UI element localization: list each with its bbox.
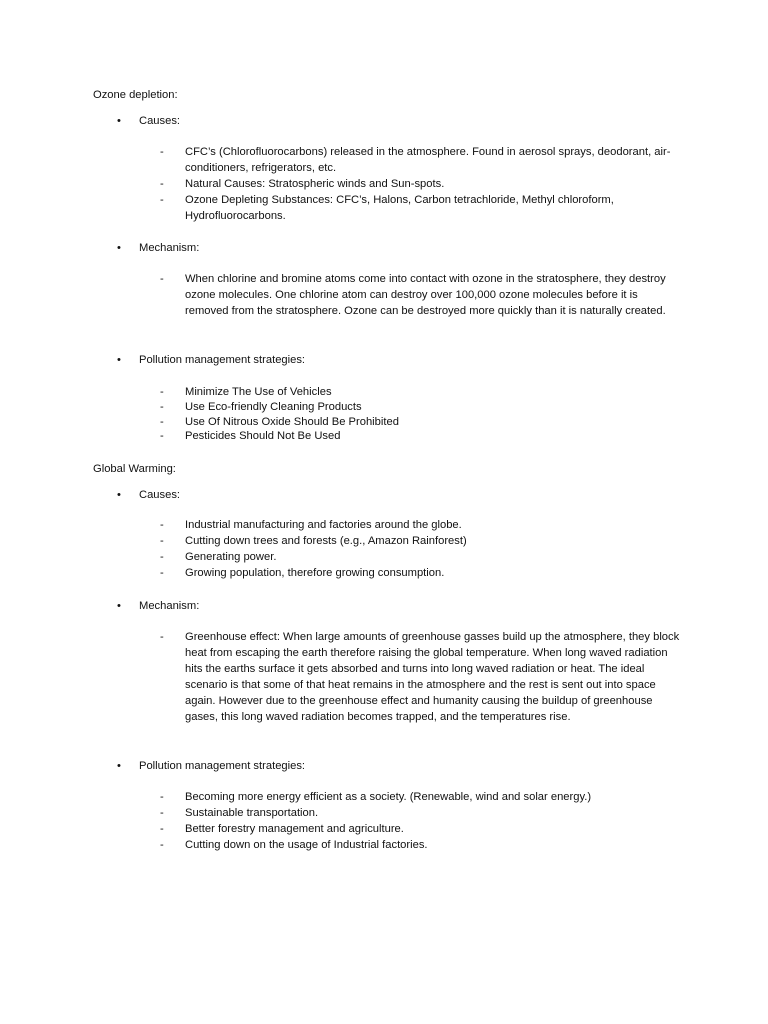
list-item	[160, 177, 680, 193]
bullet-icon: •	[117, 242, 121, 254]
list-warming-causes	[160, 518, 680, 582]
section-heading-global-warming: Global Warming:	[93, 463, 176, 475]
bullet-icon: •	[117, 115, 121, 127]
list-item-text: Better forestry management and agriculture.	[185, 822, 404, 835]
list-item-text: Cutting down trees and forests (e.g., Amazon Rainforest)	[185, 534, 467, 547]
bullet-label: Causes:	[139, 489, 181, 501]
bullet-icon: •	[117, 600, 121, 612]
list-item-text: Generating power.	[185, 550, 277, 563]
list-ozone-strategies	[160, 385, 680, 444]
dash-icon: -	[160, 838, 164, 851]
list-item	[160, 272, 680, 320]
list-item-text: Growing population, therefore growing consumption.	[185, 566, 445, 579]
list-item	[160, 400, 680, 415]
list-item	[160, 806, 680, 822]
dash-icon: -	[160, 631, 164, 643]
list-item-text: Use Of Nitrous Oxide Should Be Prohibited	[185, 415, 399, 428]
list-item	[160, 145, 680, 177]
list-item-text: Pesticides Should Not Be Used	[185, 430, 341, 443]
bullet-label: Mechanism:	[139, 242, 200, 254]
list-item	[160, 518, 680, 534]
list-item	[160, 822, 680, 838]
list-ozone-causes	[160, 145, 680, 225]
dash-icon: -	[160, 415, 164, 428]
list-item-text: Use Eco-friendly Cleaning Products	[185, 400, 362, 413]
dash-icon: -	[160, 566, 164, 579]
list-warming-mechanism	[160, 630, 680, 725]
list-item	[160, 550, 680, 566]
bullet-icon: •	[117, 354, 121, 366]
list-item	[160, 838, 680, 854]
list-item	[160, 630, 680, 725]
bullet-label: Mechanism:	[139, 600, 200, 612]
dash-icon: -	[160, 146, 164, 158]
list-item	[160, 193, 680, 225]
bullet-icon: •	[117, 760, 121, 772]
list-item	[160, 566, 680, 582]
dash-icon: -	[160, 519, 164, 531]
bullet-icon: •	[117, 489, 121, 501]
dash-icon: -	[160, 177, 164, 190]
list-item-text: Becoming more energy efficient as a society. (Renewable, wind and solar energy.)	[185, 791, 592, 803]
list-item-text: Greenhouse effect: When large amounts of greenhouse gasses build up the atmosphere, they block heat from escaping the earth therefore raising the global temperature. When long waved radiation hits the earths surface it gets absorbed and turns into long waved radiation or heat. The ideal scenario is that some of that heat remains in the atmosphere and the rest is sent out into space again. However due to the greenhouse effect and humanity causing the buildup of greenhouse gases, this long waved radiation becomes trapped, and the temperatures rise.	[185, 631, 680, 723]
dash-icon: -	[160, 430, 164, 443]
list-item	[160, 385, 680, 400]
dash-icon: -	[160, 273, 164, 285]
dash-icon: -	[160, 791, 164, 803]
dash-icon: -	[160, 193, 164, 206]
dash-icon: -	[160, 400, 164, 413]
list-item	[160, 790, 680, 806]
list-item	[160, 534, 680, 550]
bullet-label: Pollution management strategies:	[139, 760, 306, 772]
list-warming-strategies	[160, 790, 680, 854]
list-item-text: Cutting down on the usage of Industrial factories.	[185, 838, 428, 851]
dash-icon: -	[160, 550, 164, 563]
list-ozone-mechanism	[160, 272, 680, 320]
dash-icon: -	[160, 806, 164, 819]
list-item-text: Sustainable transportation.	[185, 806, 319, 819]
section-heading-ozone-depletion: Ozone depletion:	[93, 89, 178, 101]
list-item	[160, 415, 680, 430]
bullet-label: Pollution management strategies:	[139, 354, 306, 366]
dash-icon: -	[160, 534, 164, 547]
dash-icon: -	[160, 386, 164, 398]
list-item-text: Minimize The Use of Vehicles	[185, 386, 332, 398]
list-item	[160, 429, 680, 444]
list-item-text: Ozone Depleting Substances: CFC’s, Halons, Carbon tetrachloride, Methyl chloroform, Hydrofluorocarbons.	[185, 193, 614, 222]
dash-icon: -	[160, 822, 164, 835]
bullet-label: Causes:	[139, 115, 181, 127]
list-item-text: When chlorine and bromine atoms come into contact with ozone in the stratosphere, they destroy ozone molecules. One chlorine atom can destroy over 100,000 ozone molecules before it is removed from the stratosphere. Ozone can be destroyed more quickly than it is naturally created.	[185, 273, 666, 317]
list-item-text: Industrial manufacturing and factories around the globe.	[185, 519, 462, 531]
list-item-text: CFC’s (Chlorofluorocarbons) released in the atmosphere. Found in aerosol sprays, deodorant, air-conditioners, refrigerators, etc.	[185, 146, 671, 174]
list-item-text: Natural Causes: Stratospheric winds and Sun-spots.	[185, 177, 445, 190]
